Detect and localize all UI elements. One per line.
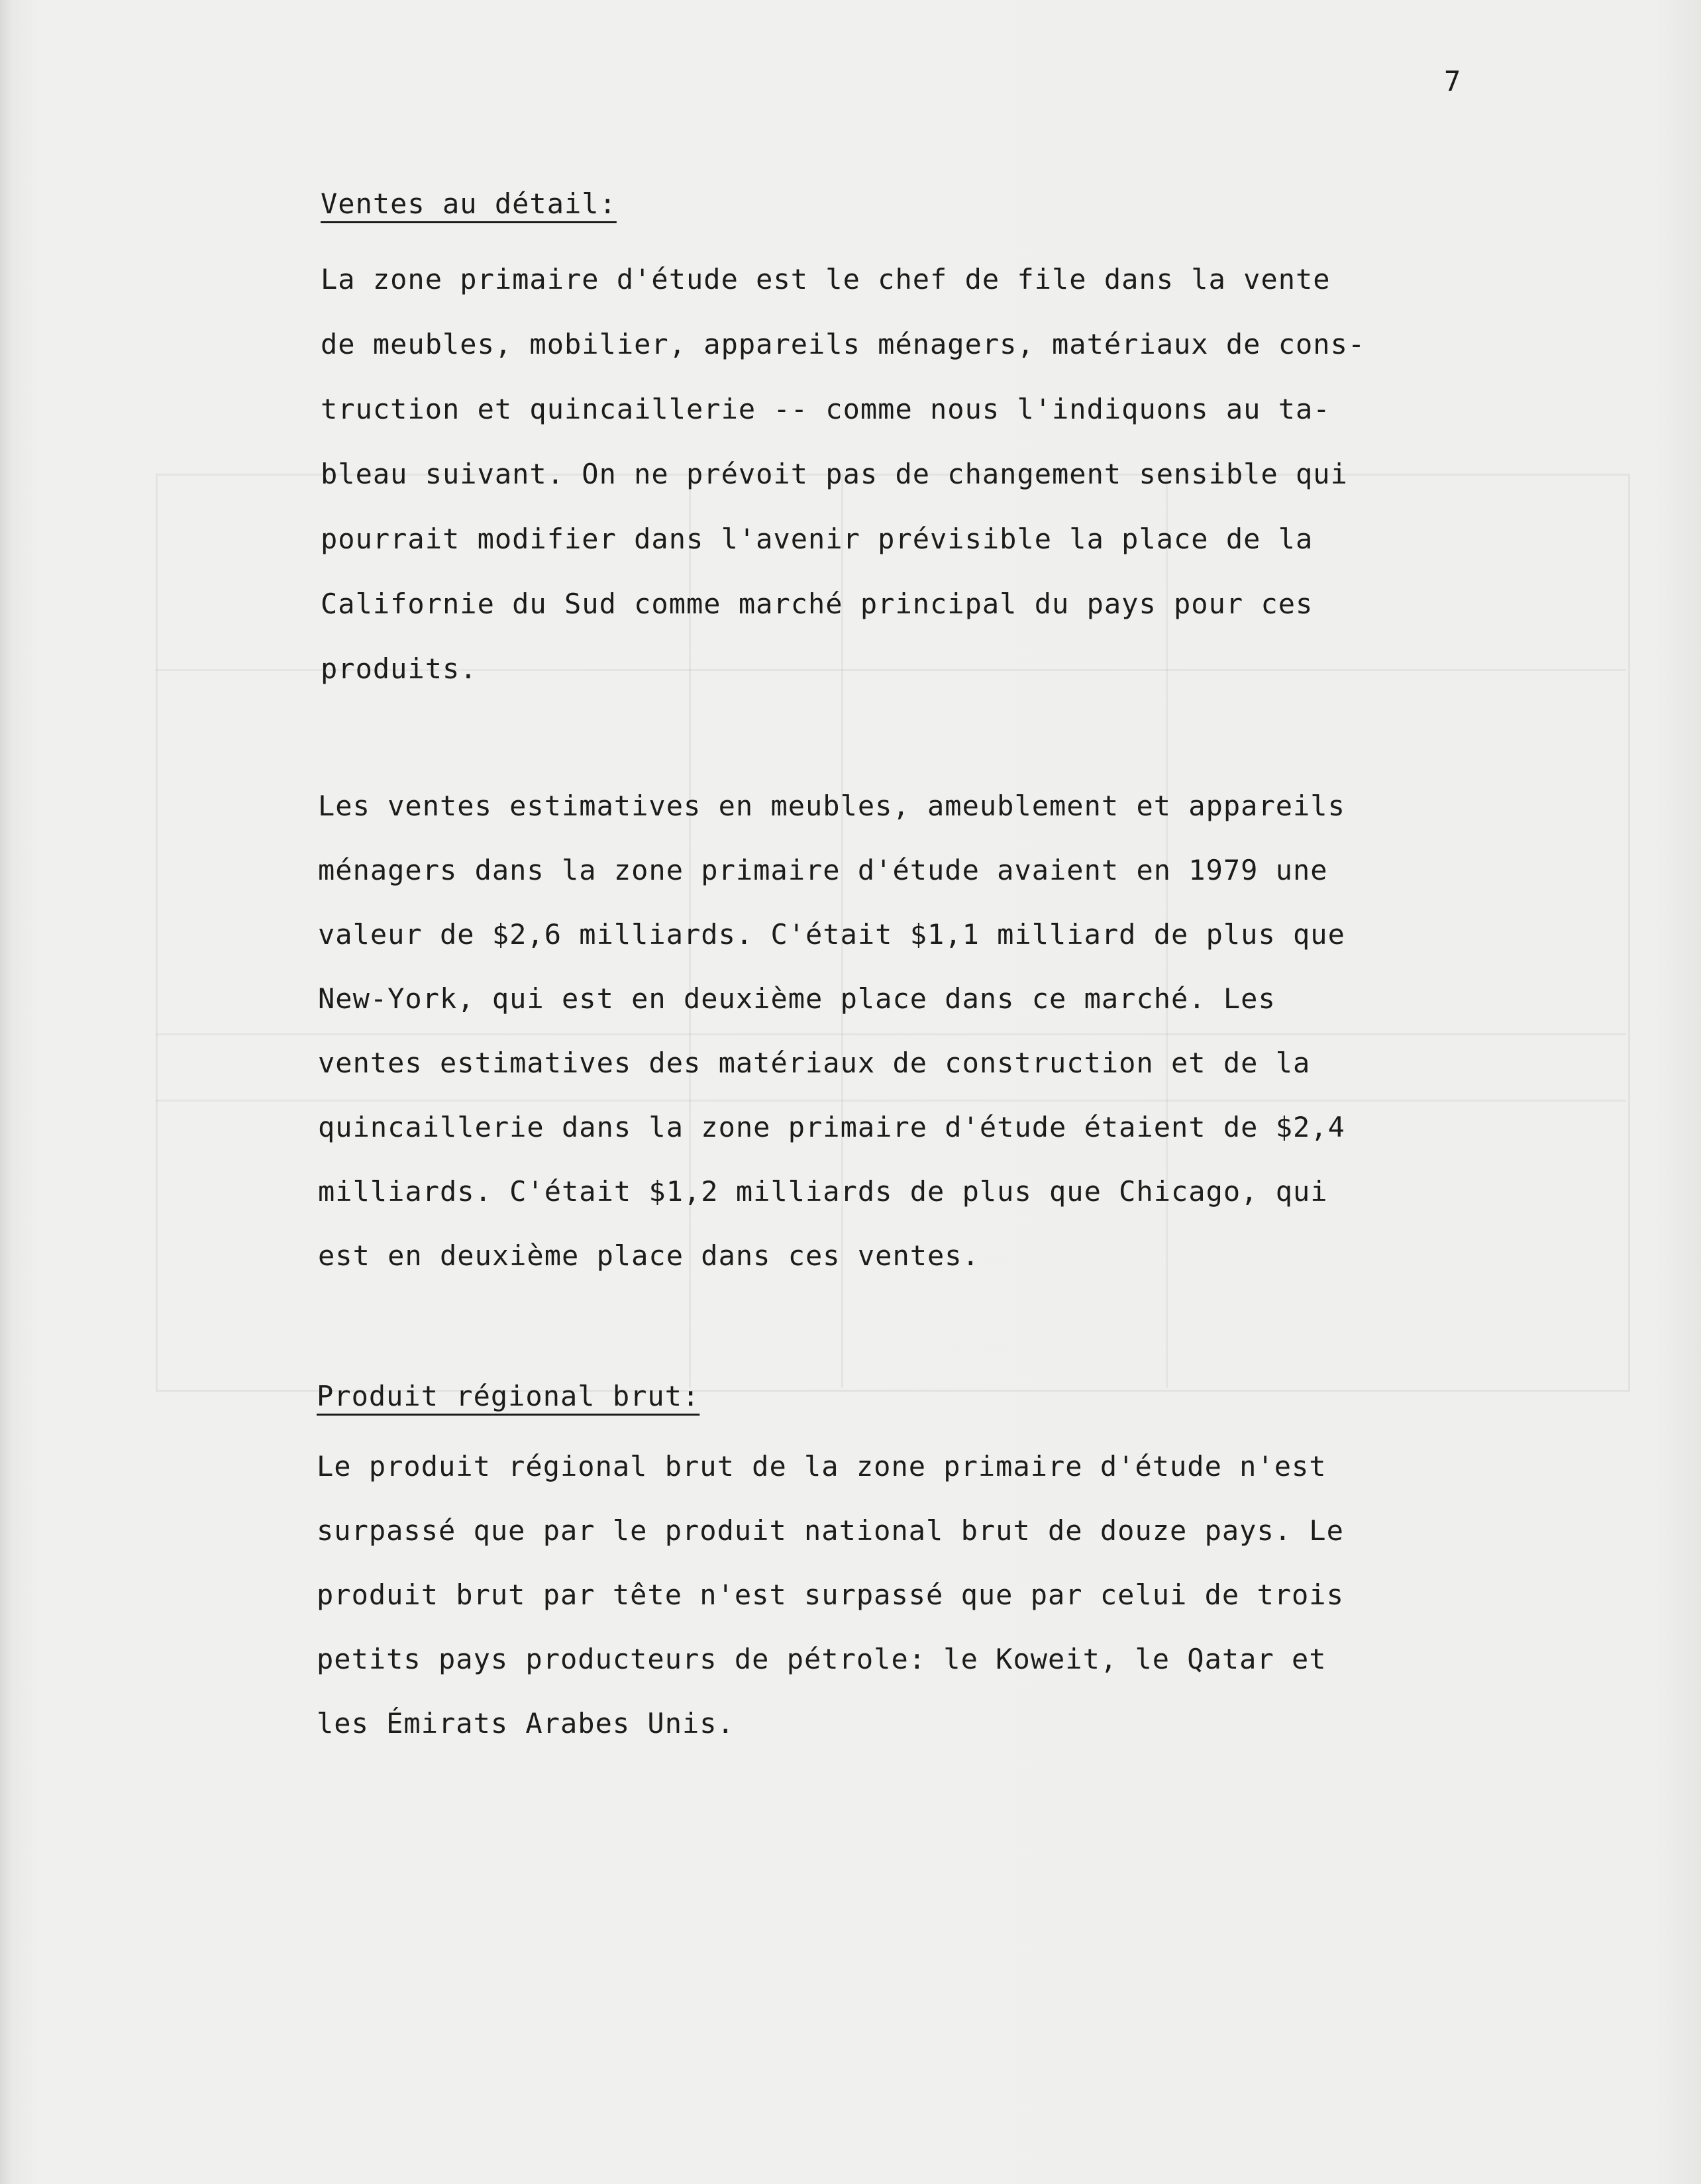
text-line: bleau suivant. On ne prévoit pas de changement sensible qui (321, 458, 1348, 490)
retail-paragraph-2 (318, 774, 1345, 1288)
text-line: truction et quincaillerie -- comme nous l'indiquons au ta- (321, 393, 1331, 425)
text-line: petits pays producteurs de pétrole: le Koweit, le Qatar et (317, 1643, 1327, 1675)
text-line: milliards. C'était $1,2 milliards de plus que Chicago, qui (318, 1175, 1328, 1208)
text-line: de meubles, mobilier, appareils ménagers, matériaux de cons- (321, 328, 1366, 360)
text-line: valeur de $2,6 milliards. C'était $1,1 milliard de plus que (318, 918, 1345, 951)
section-heading-retail: Ventes au détail: (321, 187, 617, 220)
text-line: produit brut par tête n'est surpassé que par celui de trois (317, 1579, 1344, 1611)
section-heading-gdp: Produit régional brut: (317, 1380, 700, 1412)
text-line: surpassé que par le produit national brut de douze pays. Le (317, 1514, 1344, 1547)
text-line: Californie du Sud comme marché principal du pays pour ces (321, 588, 1314, 620)
text-line: ventes estimatives des matériaux de construction et de la (318, 1047, 1311, 1079)
text-line: est en deuxième place dans ces ventes. (318, 1239, 980, 1272)
page-number: 7 (1444, 65, 1462, 97)
text-line: quincaillerie dans la zone primaire d'étude étaient de $2,4 (318, 1111, 1345, 1143)
text-line: Les ventes estimatives en meubles, ameublement et appareils (318, 790, 1345, 822)
retail-paragraph-1 (321, 247, 1365, 702)
text-line: Le produit régional brut de la zone primaire d'étude n'est (317, 1450, 1327, 1482)
text-line: New-York, qui est en deuxième place dans ce marché. Les (318, 982, 1276, 1015)
text-line: ménagers dans la zone primaire d'étude avaient en 1979 une (318, 854, 1328, 886)
text-line: produits. (321, 652, 478, 685)
text-line: les Émirats Arabes Unis. (317, 1707, 735, 1740)
text-line: pourrait modifier dans l'avenir prévisible la place de la (321, 523, 1314, 555)
gdp-paragraph (317, 1434, 1344, 1755)
text-line: La zone primaire d'étude est le chef de file dans la vente (321, 263, 1331, 295)
